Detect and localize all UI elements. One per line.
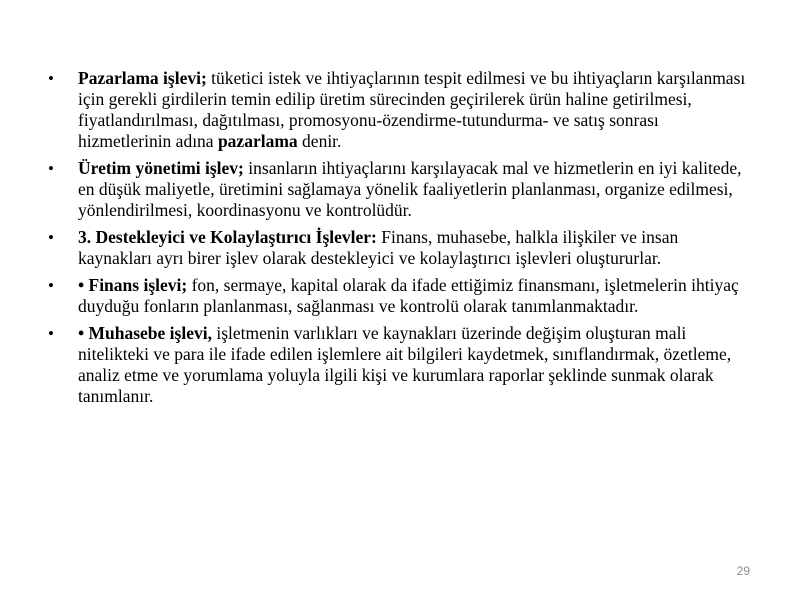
bullet-dot: •	[48, 324, 54, 343]
bullet-text: Finans, muhasebe, halkla ilişkiler ve insan kaynakları ayrı birer işlev olarak destekleyici ve kolaylaştırıcı işlevleri oluştururlar.	[78, 227, 679, 268]
bullet-text: fon, sermaye, kapital olarak da ifade ettiğimiz finansmanı, işletmelerin ihtiyaç duyduğu fonların planlanması, sağlanması ve kontrolü olarak tanımlanmaktadır.	[78, 275, 739, 316]
bullet-dot: •	[48, 159, 54, 178]
bullet-dot: •	[48, 228, 54, 247]
bullet-text: işletmenin varlıkları ve kaynakları üzerinde değişim oluşturan mali nitelikteki ve para ile ifade edilen işlemlere ait bilgileri kaydetmek, sınıflandırmak, özetleme, analiz etme ve yorumlama yoluyla ilgili kişi ve kurumlara raporlar şeklinde sunmak olarak tanımlanır.	[78, 323, 732, 406]
bullet-list	[48, 68, 748, 413]
bullet-text: tüketici istek ve ihtiyaçlarının tespit edilmesi ve bu ihtiyaçların karşılanması için gerekli girdilerin temin edilip üretim sürecinden geçirilerek ürün haline getirilmesi, fiyatlandırılması, dağıtılması, promosyonu-özendirme-tutundurma- ve satış sonrası hizmetlerinin adına	[78, 68, 746, 151]
bullet-item-finans	[48, 275, 748, 317]
bullet-text-end: denir.	[297, 131, 342, 151]
bullet-item-destekleyici	[48, 227, 748, 269]
bullet-term: • Muhasebe işlevi,	[78, 323, 212, 343]
bullet-dot: •	[48, 69, 54, 88]
bullet-term: Pazarlama işlevi;	[78, 68, 207, 88]
bullet-item-uretim	[48, 158, 748, 221]
bullet-term: 3. Destekleyici ve Kolaylaştırıcı İşlevler:	[78, 227, 377, 247]
bullet-term: • Finans işlevi;	[78, 275, 188, 295]
bullet-item-muhasebe	[48, 323, 748, 407]
bullet-term-inline: pazarlama	[217, 131, 298, 151]
bullet-dot: •	[48, 276, 54, 295]
page-number: 29	[736, 564, 750, 578]
bullet-term: Üretim yönetimi işlev;	[78, 158, 244, 178]
bullet-text: insanların ihtiyaçlarını karşılayacak mal ve hizmetlerin en iyi kalitede, en düşük maliyetle, üretimini sağlamaya yönelik faaliyetlerin planlanması, organize edilmesi, yönlendirilmesi, koordinasyonu ve kontrolüdür.	[78, 158, 742, 220]
bullet-item-pazarlama	[48, 68, 748, 152]
